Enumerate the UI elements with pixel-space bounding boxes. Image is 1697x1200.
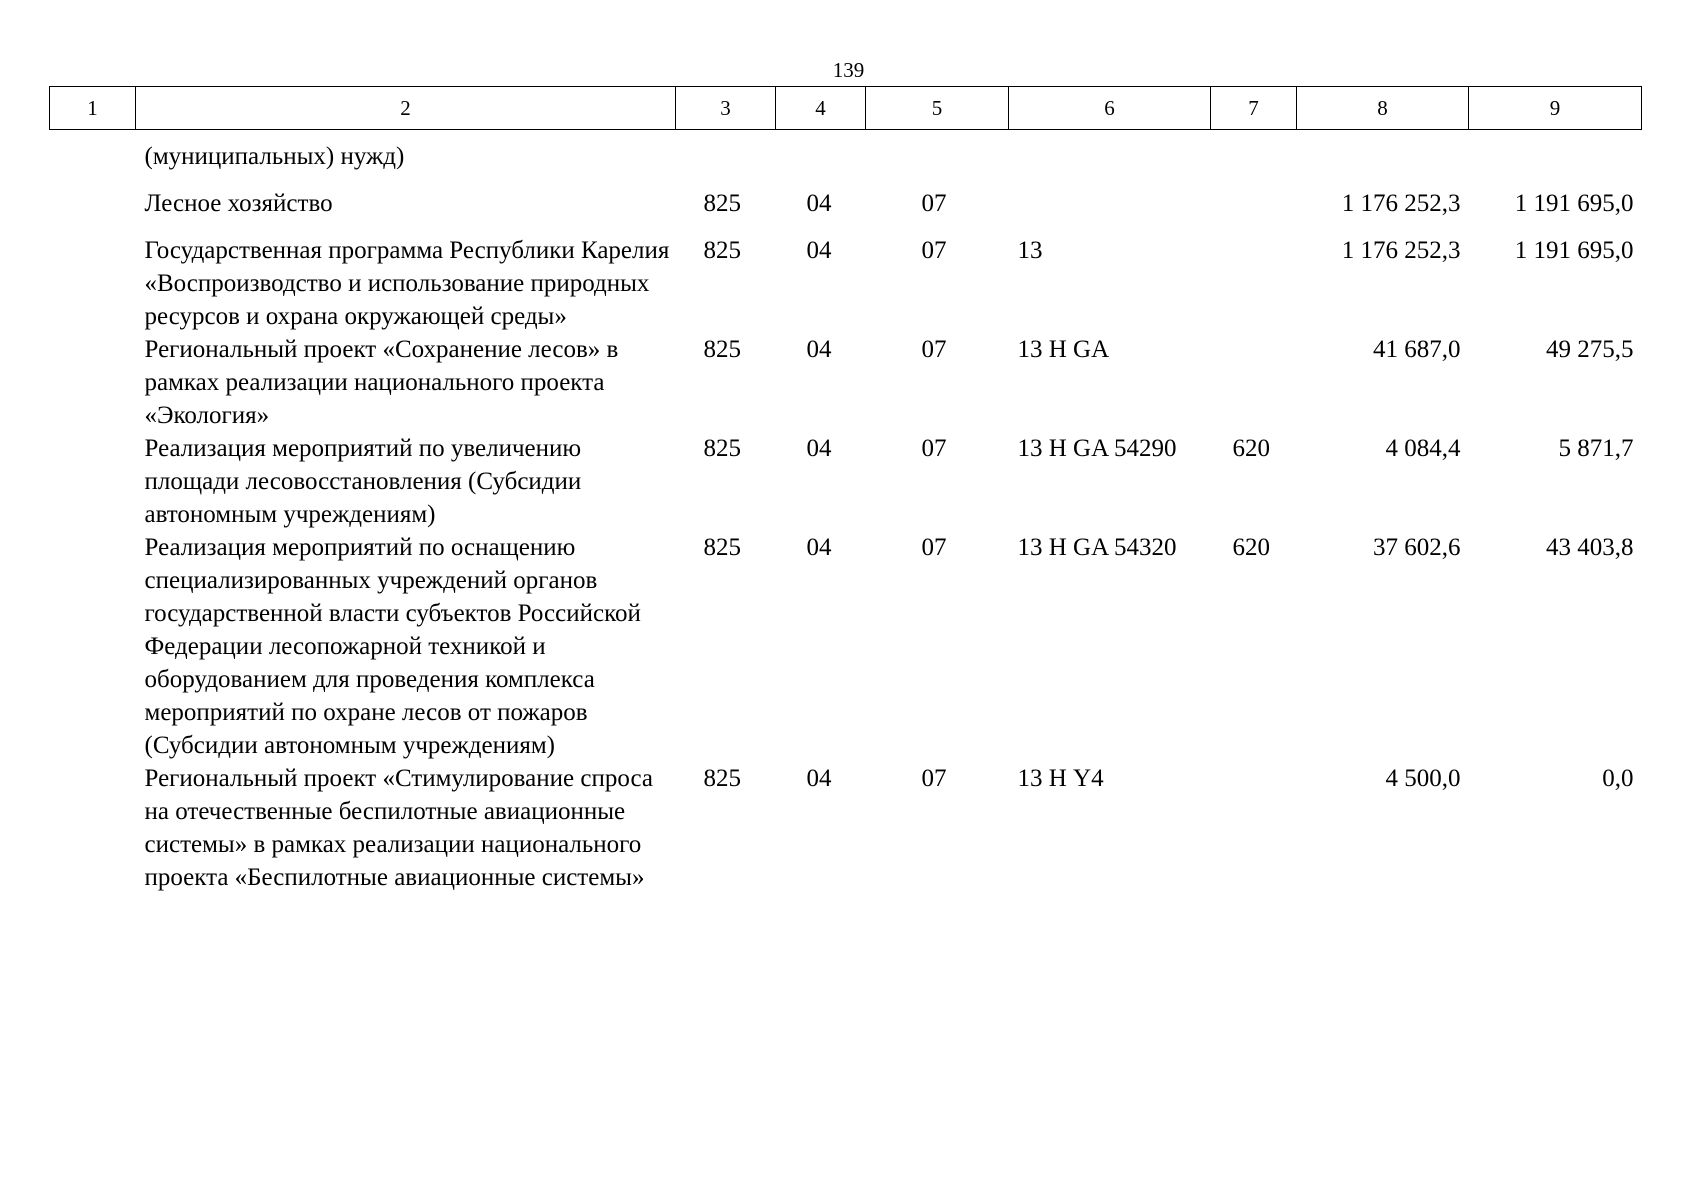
column-header-9: 9 xyxy=(1469,87,1642,130)
cell-c3: 825 xyxy=(703,534,741,561)
cell-c8: 4 500,0 xyxy=(1385,765,1461,792)
cell-c5: 07 xyxy=(921,534,947,561)
table-row xyxy=(50,531,1642,762)
cell-c9: 43 403,8 xyxy=(1546,534,1634,561)
row-name-text: Государственная программа Республики Карелия «Воспроизводство и использование природных ресурсов и охрана окружающей среды» xyxy=(144,237,670,330)
cell-c4: 04 xyxy=(806,765,832,792)
cell-c4: 04 xyxy=(806,435,832,462)
table-row xyxy=(50,432,1642,531)
header-row xyxy=(50,87,1642,130)
column-header-2: 2 xyxy=(136,87,676,130)
cell-c5 xyxy=(866,130,1009,188)
cell-c3 xyxy=(676,130,776,188)
cell-c9 xyxy=(1469,130,1642,188)
cell-c4 xyxy=(776,130,866,188)
row-name-text: (муниципальных) нужд) xyxy=(144,143,405,170)
cell-c4: 04 xyxy=(806,336,832,363)
cell-c7 xyxy=(1211,333,1297,432)
row-name xyxy=(50,187,676,234)
column-header-1: 1 xyxy=(50,87,136,130)
cell-c8: 41 687,0 xyxy=(1373,336,1461,363)
cell-c6: 13 Н GA 54320 xyxy=(1017,534,1177,561)
cell-c9: 1 191 695,0 xyxy=(1514,190,1634,217)
column-header-8: 8 xyxy=(1297,87,1469,130)
cell-c7: 620 xyxy=(1232,534,1270,561)
table-row xyxy=(50,234,1642,333)
cell-c6: 13 xyxy=(1017,237,1043,264)
table-body xyxy=(50,130,1642,895)
cell-c7 xyxy=(1211,130,1297,188)
row-name xyxy=(50,762,676,894)
budget-table xyxy=(49,86,1642,894)
cell-c4: 04 xyxy=(806,190,832,217)
row-name-text: Реализация мероприятий по увеличению площади лесовосстановления (Субсидии автономным учреждениям) xyxy=(144,435,582,528)
cell-c3: 825 xyxy=(703,765,741,792)
column-header-3: 3 xyxy=(676,87,776,130)
cell-c6 xyxy=(1009,130,1211,188)
row-name-text: Региональный проект «Стимулирование спроса на отечественные беспилотные авиационные системы» в рамках реализации национального проекта «Беспилотные авиационные системы» xyxy=(144,765,653,891)
cell-c3: 825 xyxy=(703,336,741,363)
row-name xyxy=(50,432,676,531)
row-name xyxy=(50,130,676,188)
row-name-text: Региональный проект «Сохранение лесов» в рамках реализации национального проекта «Экология» xyxy=(144,336,619,429)
table-row xyxy=(50,130,1642,188)
table-row xyxy=(50,333,1642,432)
cell-c3: 825 xyxy=(703,237,741,264)
column-header-6: 6 xyxy=(1009,87,1211,130)
cell-c6: 13 Н Y4 xyxy=(1017,765,1104,792)
cell-c5: 07 xyxy=(921,765,947,792)
cell-c6: 13 Н GA xyxy=(1017,336,1110,363)
cell-c3: 825 xyxy=(703,435,741,462)
row-name xyxy=(50,333,676,432)
column-header-5: 5 xyxy=(866,87,1009,130)
table-row xyxy=(50,187,1642,234)
cell-c9: 1 191 695,0 xyxy=(1514,237,1634,264)
cell-c3: 825 xyxy=(703,190,741,217)
cell-c4: 04 xyxy=(806,237,832,264)
row-name xyxy=(50,234,676,333)
cell-c5: 07 xyxy=(921,435,947,462)
cell-c9: 0,0 xyxy=(1602,765,1634,792)
cell-c8 xyxy=(1297,130,1469,188)
cell-c5: 07 xyxy=(921,237,947,264)
row-name-text: Реализация мероприятий по оснащению специализированных учреждений органов государственной власти субъектов Российской Федерации лесопожарной техникой и оборудованием для проведения комплекса мероприятий по охране лесов от пожаров (Субсидии автономным учреждениям) xyxy=(144,534,641,759)
cell-c6 xyxy=(1009,187,1211,234)
cell-c4: 04 xyxy=(806,534,832,561)
row-name-text: Лесное хозяйство xyxy=(144,190,333,217)
cell-c7 xyxy=(1211,762,1297,894)
column-header-7: 7 xyxy=(1211,87,1297,130)
cell-c7: 620 xyxy=(1232,435,1270,462)
page-number: 139 xyxy=(832,58,865,82)
cell-c7 xyxy=(1211,187,1297,234)
cell-c7 xyxy=(1211,234,1297,333)
table-header xyxy=(50,87,1642,130)
cell-c9: 5 871,7 xyxy=(1558,435,1634,462)
cell-c8: 4 084,4 xyxy=(1385,435,1461,462)
cell-c8: 1 176 252,3 xyxy=(1341,190,1461,217)
column-header-4: 4 xyxy=(776,87,866,130)
cell-c8: 1 176 252,3 xyxy=(1341,237,1461,264)
cell-c5: 07 xyxy=(921,190,947,217)
cell-c8: 37 602,6 xyxy=(1373,534,1461,561)
table-row xyxy=(50,762,1642,894)
cell-c5: 07 xyxy=(921,336,947,363)
row-name xyxy=(50,531,676,762)
cell-c6: 13 Н GA 54290 xyxy=(1017,435,1177,462)
cell-c9: 49 275,5 xyxy=(1546,336,1634,363)
